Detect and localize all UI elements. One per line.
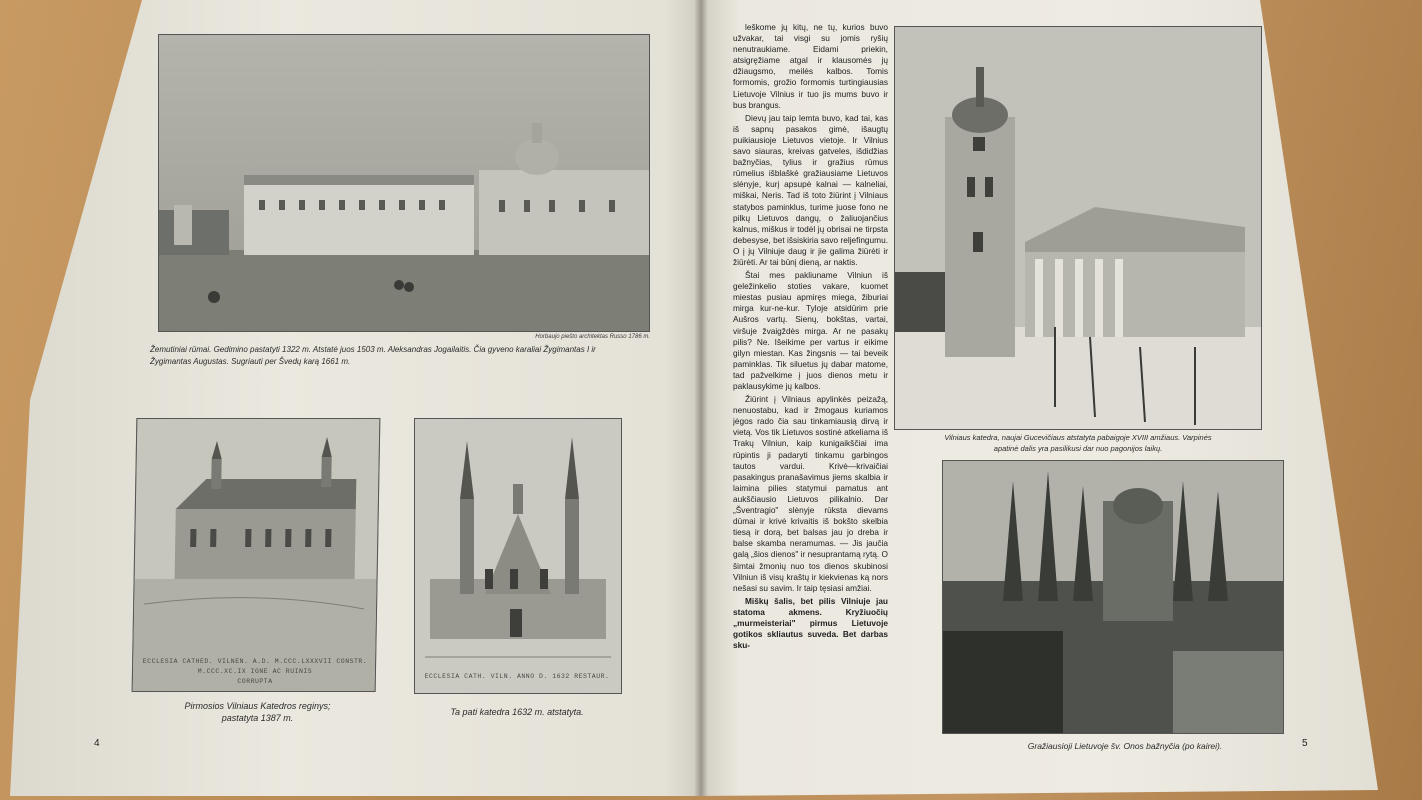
paragraph: Dievų jau taip lemta buvo, kad tai, kas iš sapnų pasakos gimė, išaugtų puikiausioje Lietuvos vietoje. Ir Vilnius savo siauras, kreivas gatveles, išdidžias bažnyčias, tylius ir gražius rūmus rūmelius išblaškė gražiausiame Lietuvos slėnyje, kurį apsupė kalnai — kalneliai, miškai, Neris. Tad iš toto žiūrint į Vilniaus statybos paminklus, turime juose fono ne pilkų Lietuvos dangų, o žaliuojančius kalnus, miškus ir todėl jų obrisai ne tirpsta debesyse, bet išsiskiria savo reljefingumu. O į jų Vilniuje daug ir jie galima žiūrėti ir žiūrėti. Ar tai būnį dieną, ar naktis. bbox=[733, 112, 888, 267]
first-cathedral-inscription-2: M.CCC.XC.IX IGNE AC RUINIS bbox=[197, 668, 313, 675]
restored-cathedral-caption: Ta pati katedra 1632 m. atstatyta. bbox=[450, 707, 584, 717]
cathedral-caption-line2: apatinė dalis yra pasilikusi dar nuo pagonijos laikų. bbox=[993, 444, 1163, 453]
first-cathedral-caption-1: Pirmosios Vilniaus Katedros reginys; bbox=[184, 701, 331, 711]
cathedral-caption-line1: Vilniaus katedra, naujai Gucevičiaus atstatyta pabaigoje XVIII amžiaus. Varpinės bbox=[944, 433, 1212, 442]
paragraph: leškome jų kitų, ne tų, kurios buvo užvakar, tai visgi su jomis ryšių nenutraukiame. Eidami priekin, atsigręžiame atgal ir klausomės jų džiaugsmo, meilės kalbos. Tomis formomis, grožio formomis turtingiausias Lietuvoje Vilnius ir tuo jis mums buvo ir bus brangus. bbox=[733, 22, 888, 110]
paragraph: Štai mes pakliuname Vilniun iš geležinkelio stoties vakare, kuomet miestas pusiau apmiręs miega, žiburiai mirga kur-ne-kur. Tyloje atsidūrim prie Aušros vartų. Sienų, bokštas, vartai, viršuje žvaigždės mirga. Ar ne pasakų pilis? Ne. Išeikime per vartus ir eikime gilyn miestan. Kas žingsnis — tai beveik paminklas. Tik siluetus jų dabar matome, tad pažvelkime į juos dienos metu ir paklausykime jų kalbos. bbox=[733, 270, 888, 391]
restored-cathedral-inscription: ECCLESIA CATH. VILN. ANNO D. 1632 RESTAUR. bbox=[424, 673, 610, 680]
first-cathedral-illustration bbox=[132, 418, 381, 692]
first-cathedral-inscription-3: CORRUPTA bbox=[237, 678, 273, 685]
page-number-left: 4 bbox=[94, 738, 100, 749]
st-anne-church-photo bbox=[942, 460, 1284, 734]
page-number-right: 5 bbox=[1302, 738, 1308, 749]
restored-cathedral-illustration bbox=[414, 418, 622, 694]
paragraph: Miškų šalis, bet pilis Vilniuje jau statoma akmens. Kryžiuočių „murmeisteriai" pirmus Lietuvoje gotikos skliautus suveda. Bet darbas sku- bbox=[733, 595, 888, 651]
image-credit: Horbaujo piešto architektas Russo 1786 m. bbox=[535, 334, 650, 340]
lower-castle-caption-line1: Žemutiniai rūmai. Gedimino pastatyti 1322 m. Atstatė juos 1503 m. Aleksandras Jogailaitis. Čia gyveno karaliai Žygimantas I ir bbox=[150, 345, 596, 354]
lower-castle-caption-line2: Žygimantas Augustas. Sugriauti per Švedų karą 1661 m. bbox=[150, 357, 351, 366]
article-text-column bbox=[733, 22, 888, 782]
book-gutter bbox=[694, 0, 708, 796]
first-cathedral-caption-2: pastatyta 1387 m. bbox=[221, 713, 294, 723]
lower-castle-illustration bbox=[158, 34, 650, 332]
paragraph: Žiūrint į Vilniaus apylinkės peizažą, nenuostabu, kad ir žmogaus kuriamos jėgos rado čia sau tinkamiausią dirvą ir vietą. Vos tik Lietuvos sostinė atkeliama iš Trakų Vilniun, kaip kunigaikščiai ima rūpintis ji padaryti tinkamu garbingos tautos vardui. Krivė—krivaičiai pasakingus pranašavimus jiems skalbia ir laimina pilies statymui pamatus ant aukščiausio Lietuvos pilikalnio. Dar „Šventragio" slėnyje rūksta dievams dūmai ir krivė krivaitis iš bokšto skelbia tiesą ir dorą, bet balsas jau jo dreba ir balse skamba neramumas. — Jis jaučia galą „šios dienos" ir nesuprantamą rytą. O šimtai žmonių nuo tos dienos skubinosi Vilniun iš visų kraštų ir kiekvienas ką nors nešasi su savim. Ir taip tęsiasi amžiai. bbox=[733, 394, 888, 593]
first-cathedral-inscription-1: ECCLESIA CATHED. VILNEN. A.D. M.CCC.LXXXVII CONSTR. bbox=[142, 658, 368, 665]
vilnius-cathedral-photo bbox=[894, 26, 1262, 430]
st-anne-caption: Gražiausioji Lietuvoje šv. Onos bažnyčia (po kairei). bbox=[1027, 741, 1223, 751]
